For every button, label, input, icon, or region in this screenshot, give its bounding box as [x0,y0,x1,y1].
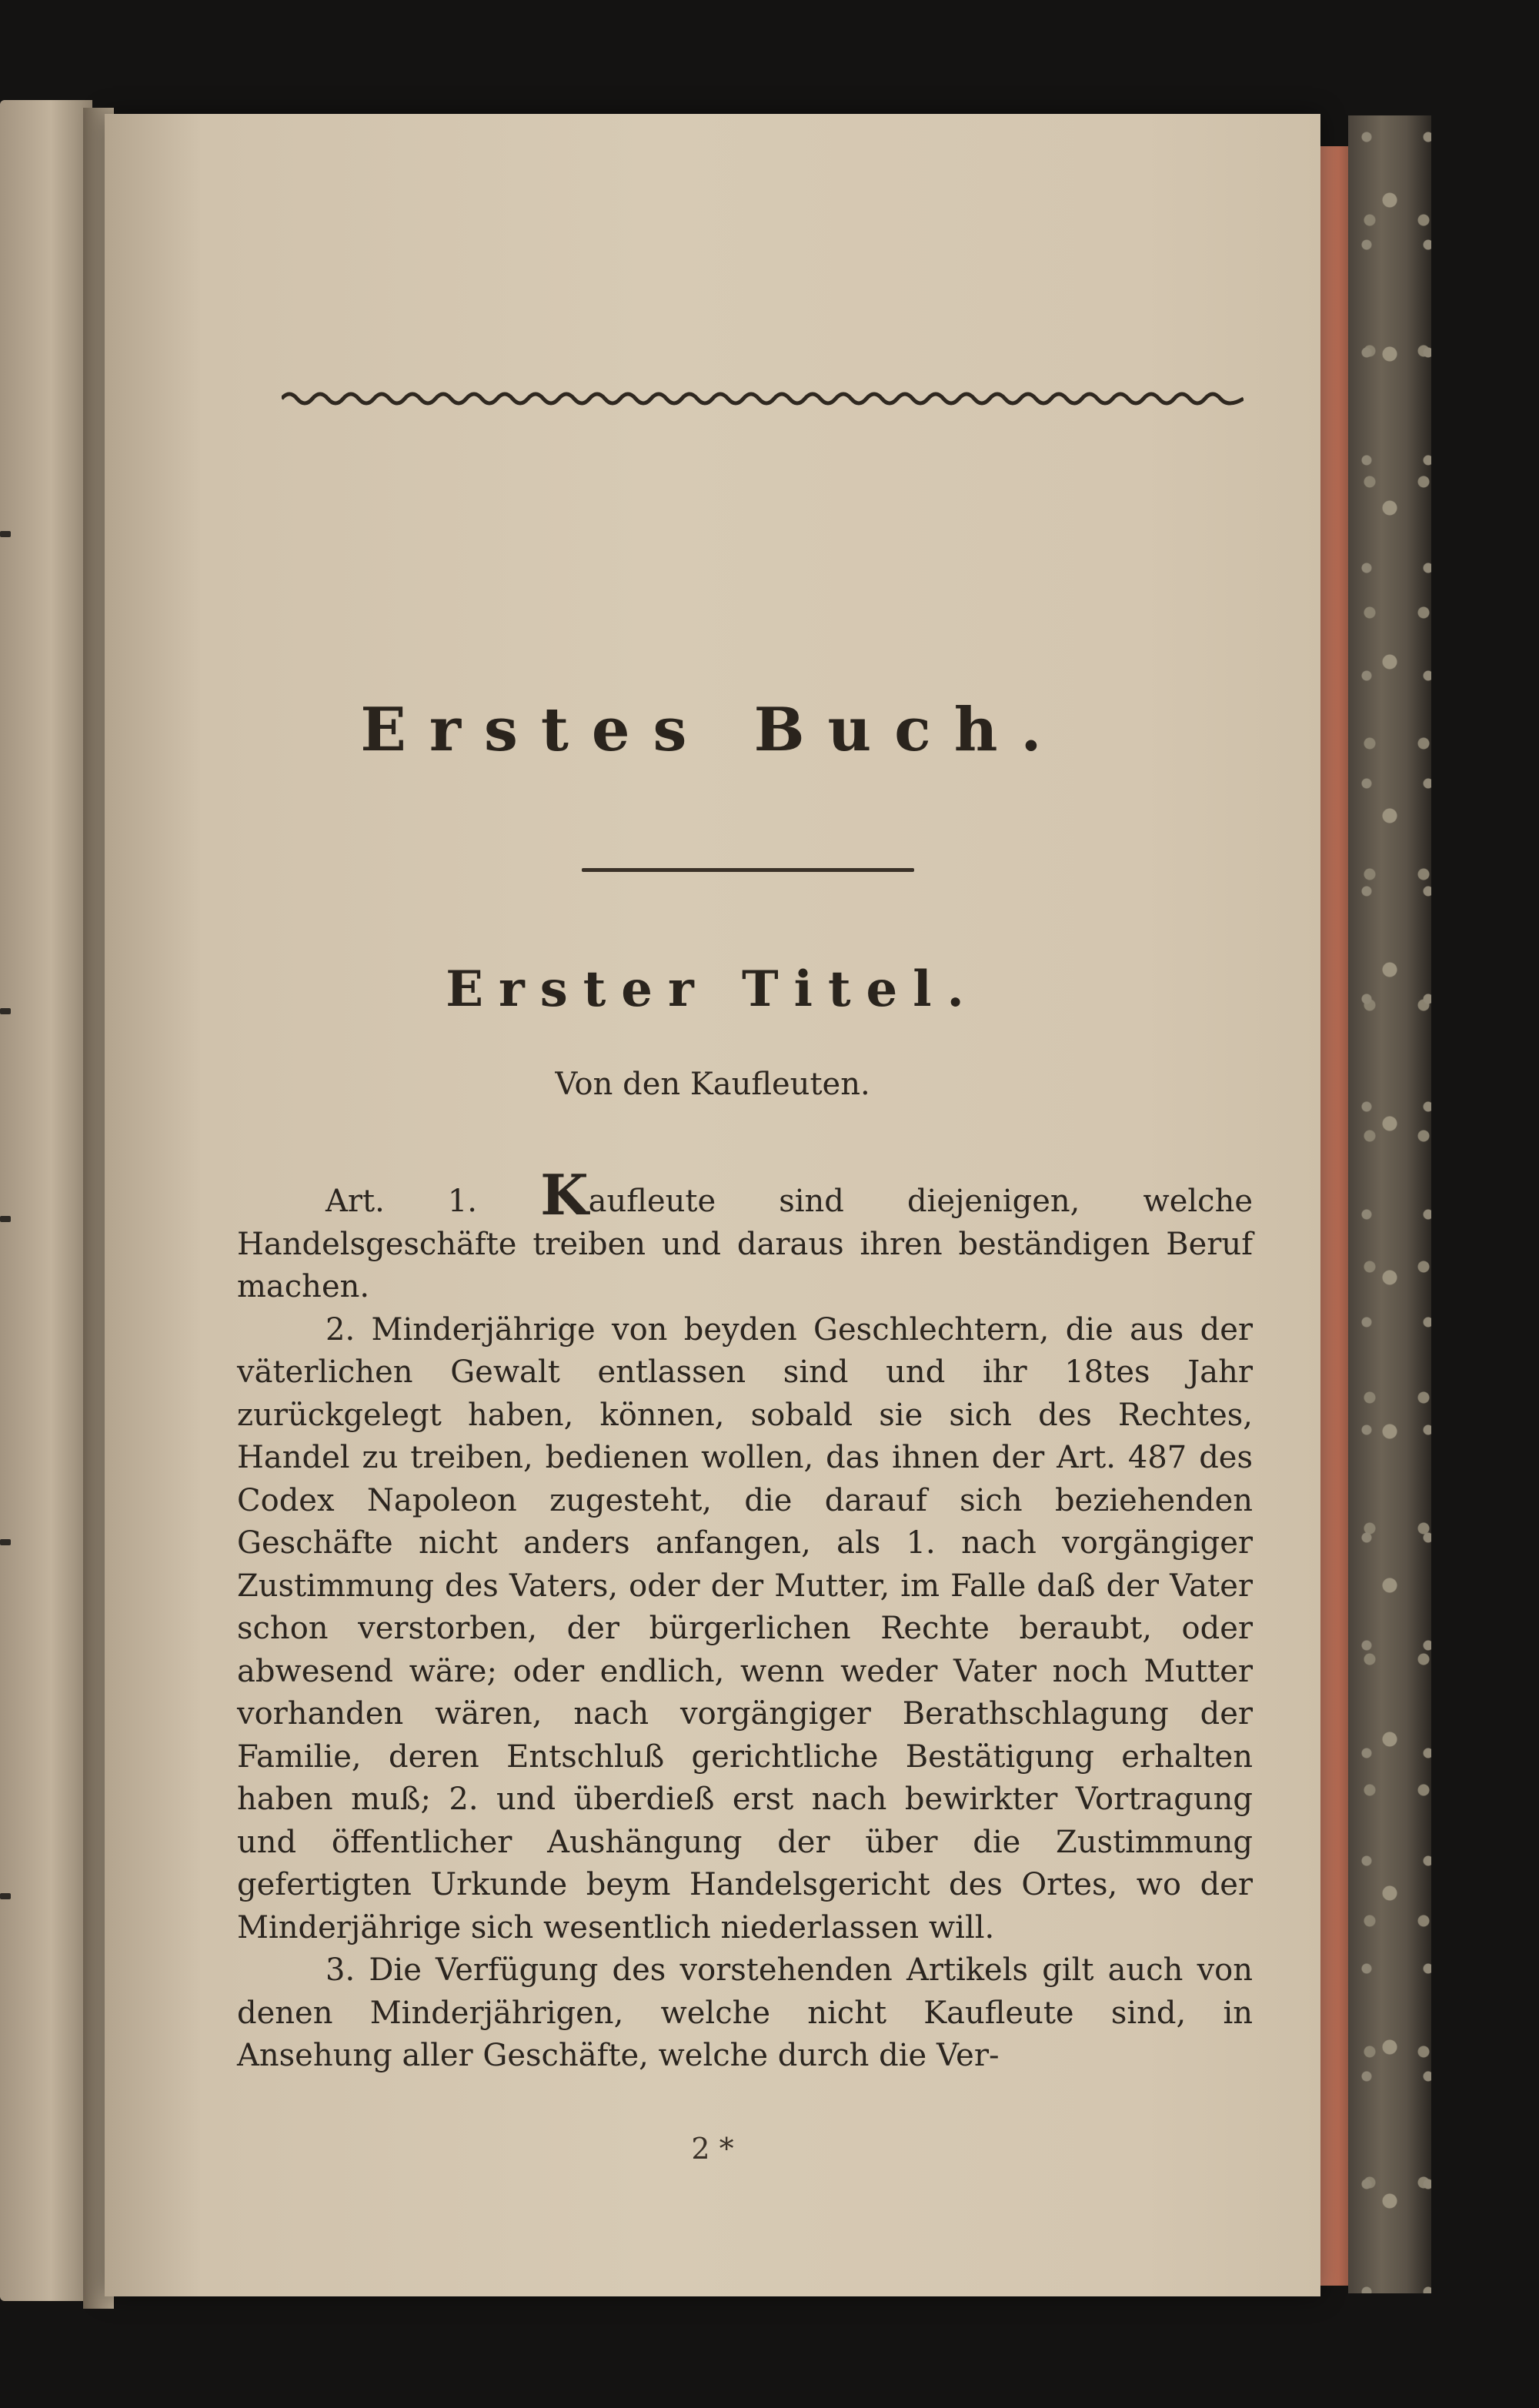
signature-mark: 2 * [691,2132,734,2166]
ink-bleed-mark [0,1216,11,1222]
article-paragraph [237,1162,1253,1309]
article-text: Minderjährige von beyden Geschlechtern, die aus der väterlichen Gewalt entlassen sind und ihr 18tes Jahr zurückgelegt haben, können, sobald sie sich des Rechtes, Handel zu treiben, bedienen wollen, das ihnen der Art. 487 des Codex Napoleon zugesteht, die darauf sich beziehenden Geschäfte nicht anders anfangen, als 1. nach vorgängiger Zustimmung des Vaters, oder der Mutter, im Falle daß der Vater schon verstorben, der bürgerlichen Rechte beraubt, oder abwesend wäre; oder endlich, wenn weder Vater noch Mutter vorhanden wären, nach vorgängiger Berathschlagung der Familie, deren Entschluß gerichtliche Bestätigung erhalten haben muß; 2. und überdieß erst nach bewirkter Vortragung und öffentlicher Aushängung der über die Zustimmung gefertigten Urkunde beym Handelsgericht des Ortes, wo der Minderjährige sich wesentlich niederlassen will. [237,1311,1254,1945]
article-paragraph [237,1949,1253,2078]
ornamental-rule [282,385,1244,412]
title-divider [582,868,914,872]
book-page [105,114,1320,2296]
ink-bleed-mark [0,531,11,537]
article-text: Die Verfügung des vorstehenden Artikels gilt auch von denen Minderjährigen, welche nicht Kaufleute sind, in Ansehung aller Geschäfte, welche durch die Ver- [237,1952,1254,2073]
article-label: 3. [325,1952,356,1988]
article-paragraph [237,1309,1253,1950]
ink-bleed-mark [0,1893,11,1899]
ink-bleed-mark [0,1539,11,1545]
ink-bleed-mark [0,1008,11,1014]
section-subtitle: Von den Kaufleuten. [555,1067,870,1102]
previous-page-edge [0,100,92,2301]
book-cover-edge [1348,115,1431,2293]
body-text [237,1162,1254,2078]
drop-cap: K [540,1162,589,1227]
red-page-edges [1320,146,1351,2286]
article-label: Art. 1. [325,1184,478,1219]
book-title: Erstes Buch. [360,695,1065,765]
section-title: Erster Titel. [446,960,980,1018]
article-text: aufleute sind diejenigen, welche Handelsgeschäfte treiben und daraus ihren beständigen Beruf machen. [237,1184,1253,1304]
article-label: 2. [325,1311,356,1348]
